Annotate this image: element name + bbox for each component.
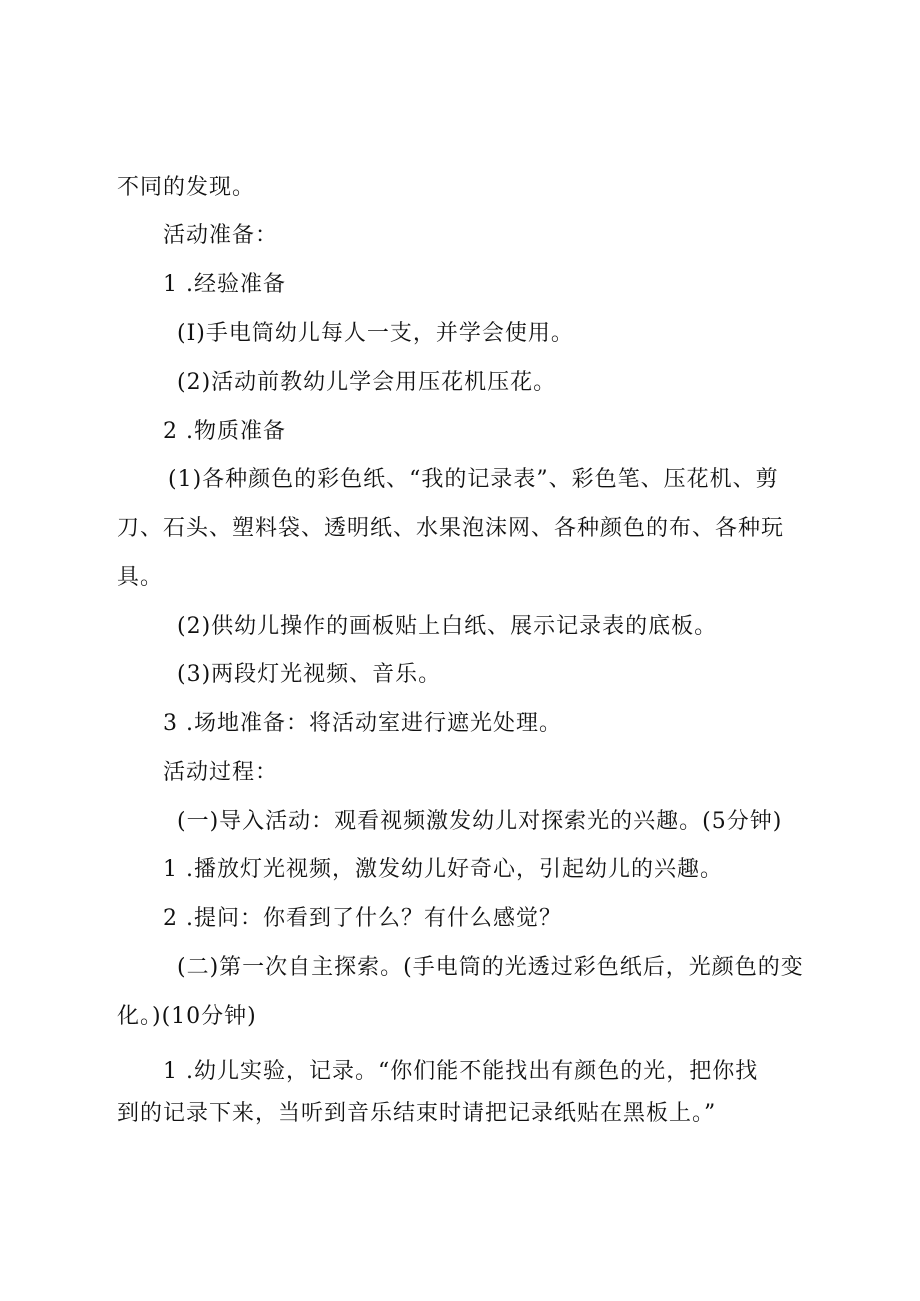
text-line-13: 活动过程： (163, 760, 279, 785)
text-line-16: 2 .提问：你看到了什么？有什么感觉？ (163, 906, 562, 931)
text-line-9: 具。 (117, 565, 164, 590)
text-line-6: 2 .物质准备 (163, 419, 286, 444)
text-line-11: (3)两段灯光视频、音乐。 (177, 662, 442, 687)
text-line-10: (2)供幼儿操作的画板贴上白纸、展示记录表的底板。 (177, 614, 718, 639)
text-line-17: (二)第一次自主探索。(手电筒的光透过彩色纸后，光颜色的变 (177, 955, 804, 980)
text-line-3: 1 .经验准备 (163, 272, 286, 297)
text-line-2: 活动准备： (163, 223, 279, 248)
text-line-1: 不同的发现。 (117, 175, 256, 200)
text-line-19: 1 .幼儿实验，记录。“你们能不能找出有颜色的光，把你找 (163, 1059, 759, 1084)
text-line-15: 1 .播放灯光视频，激发幼儿好奇心，引起幼儿的兴趣。 (163, 857, 723, 882)
text-line-20: 到的记录下来，当听到音乐结束时请把记录纸贴在黑板上。” (117, 1101, 717, 1126)
text-line-14: (一)导入活动：观看视频激发幼儿对探索光的兴趣。(5分钟) (177, 809, 783, 834)
text-line-7: (1)各种颜色的彩色纸、“我的记录表”、彩色笔、压花机、剪 (168, 467, 779, 492)
text-line-12: 3 .场地准备：将活动室进行遮光处理。 (163, 711, 562, 736)
text-line-4: (I)手电筒幼儿每人一支，并学会使用。 (177, 321, 574, 346)
text-line-5: (2)活动前教幼儿学会用压花机压花。 (177, 370, 557, 395)
text-line-18: 化。)(10分钟) (117, 1004, 257, 1029)
text-line-8: 刀、石头、塑料袋、透明纸、水果泡沫网、各种颜色的布、各种玩 (117, 516, 785, 541)
